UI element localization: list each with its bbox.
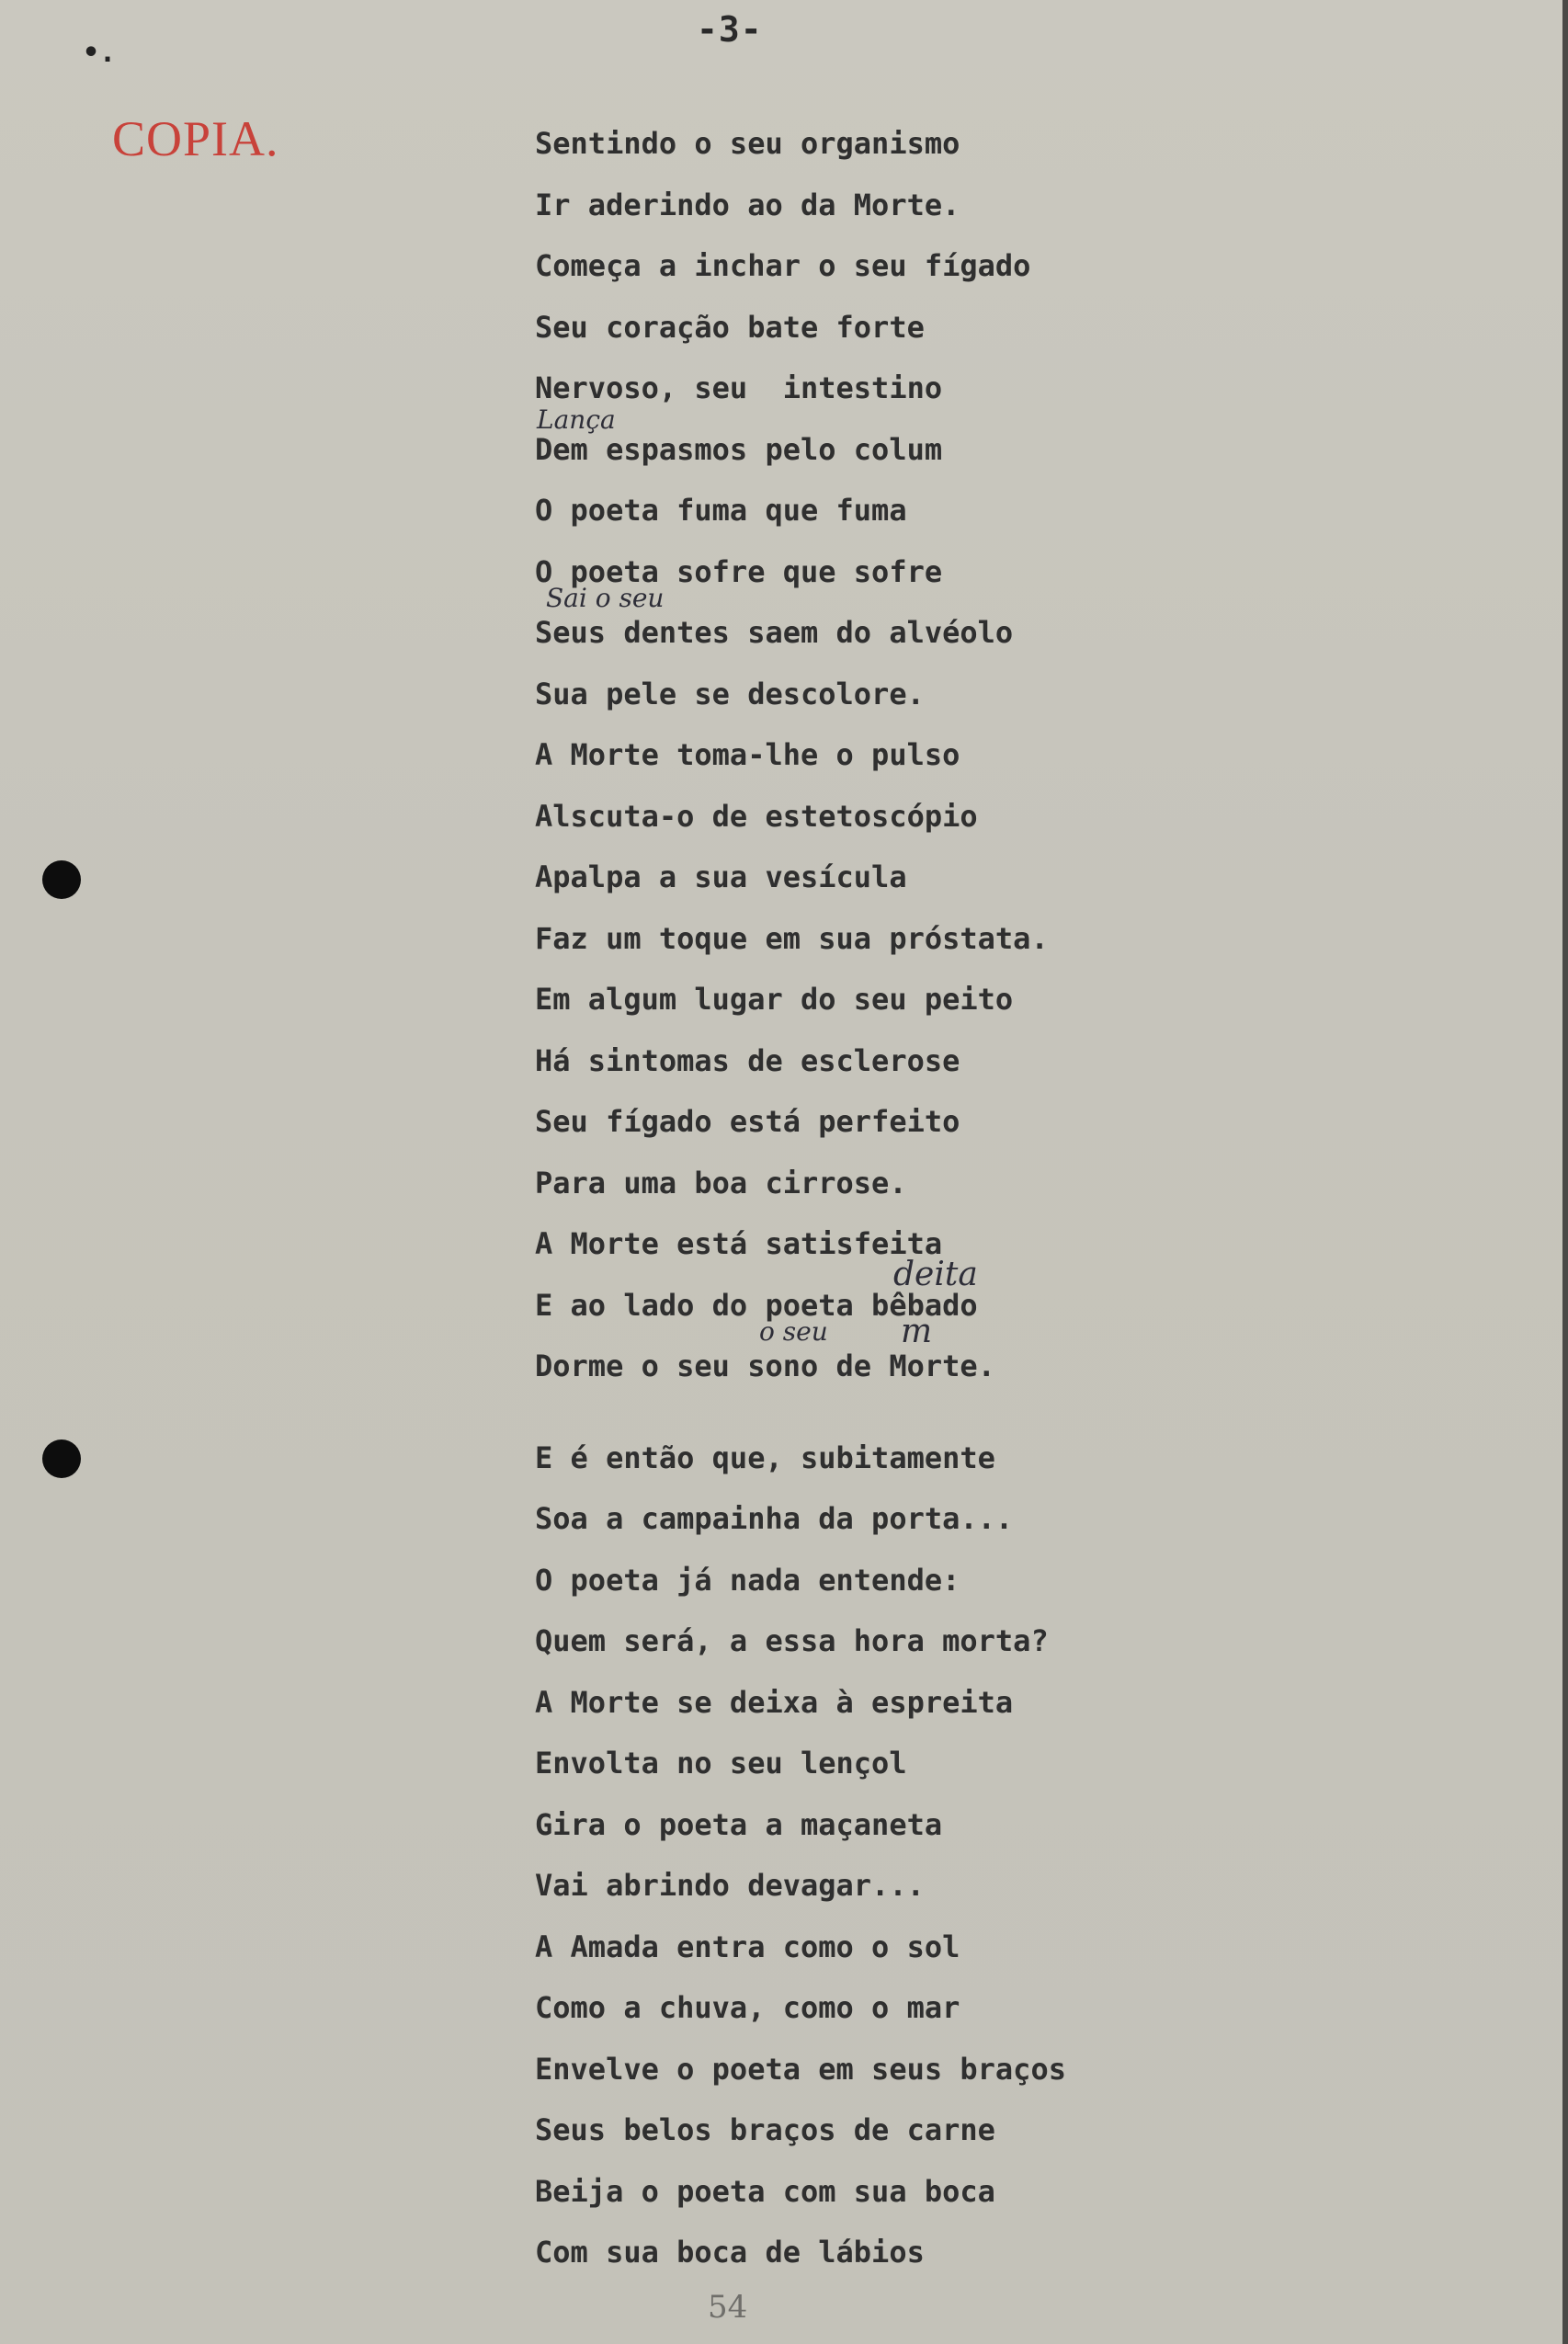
page-number: -3- <box>697 9 763 50</box>
poem-line: Seu coração bate forte <box>535 309 925 345</box>
poem-line: Soa a campainha da porta... <box>535 1501 1014 1536</box>
poem-line: Dem espasmos pelo colum <box>535 431 943 467</box>
poem-line: A Morte se deixa à espreita <box>535 1684 1014 1720</box>
poem-line: Há sintomas de esclerose <box>535 1042 960 1078</box>
poem-line: O poeta já nada entende: <box>535 1562 960 1598</box>
poem-line: Como a chuva, como o mar <box>535 1990 960 2025</box>
handwritten-note-sai-o-seu: Sai o seu <box>546 583 665 613</box>
poem-text <box>535 120 1066 2291</box>
poem-line: Quem será, a essa hora morta? <box>535 1623 1049 1658</box>
poem-line: Em algum lugar do seu peito <box>535 982 1014 1017</box>
stanza-break <box>535 1405 1066 1435</box>
handwritten-note-o-seu: o seu <box>759 1316 828 1347</box>
poem-line: O poeta sofre que sofre <box>535 553 943 589</box>
poem-line: Dorme o seu sono de Morte. <box>535 1348 995 1383</box>
handwritten-note-m: m <box>901 1313 933 1350</box>
poem-line: Faz um toque em sua próstata. <box>535 920 1049 956</box>
poem-line: Alscuta-o de estetoscópio <box>535 798 978 834</box>
poem-line: E é então que, subitamente <box>535 1439 995 1475</box>
poem-line: Gira o poeta a maçaneta <box>535 1806 943 1842</box>
poem-line: A Morte está satisfeita <box>535 1226 943 1261</box>
punch-hole-bottom <box>42 1439 81 1478</box>
poem-line: Beija o poeta com sua boca <box>535 2173 995 2209</box>
poem-line: Seu fígado está perfeito <box>535 1104 960 1139</box>
poem-line: A Amada entra como o sol <box>535 1929 960 1964</box>
poem-line: O poeta fuma que fuma <box>535 493 907 528</box>
punch-hole-top <box>42 860 81 899</box>
poem-line: Sentindo o seu organismo <box>535 126 960 161</box>
footer-number: 54 <box>708 2289 748 2326</box>
poem-line: Envolta no seu lençol <box>535 1746 907 1781</box>
poem-line: Envelve o poeta em seus braços <box>535 2051 1066 2087</box>
poem-line: Para uma boa cirrose. <box>535 1165 907 1200</box>
poem-line: Sua pele se descolore. <box>535 676 925 711</box>
poem-line: A Morte toma-lhe o pulso <box>535 737 960 772</box>
poem-line: Seus dentes saem do alvéolo <box>535 615 1014 650</box>
poem-line: Seus belos braços de carne <box>535 2112 995 2147</box>
copy-stamp: COPIA. <box>112 111 279 166</box>
scan-edge <box>1562 0 1568 2344</box>
poem-line: Apalpa a sua vesícula <box>535 859 907 894</box>
corner-mark: •. <box>83 37 117 69</box>
poem-line: Vai abrindo devagar... <box>535 1868 925 1903</box>
poem-line: Com sua boca de lábios <box>535 2235 925 2270</box>
poem-line: E ao lado do poeta bêbado <box>535 1287 978 1323</box>
poem-line: Ir aderindo ao da Morte. <box>535 187 960 222</box>
poem-line: Começa a inchar o seu fígado <box>535 248 1031 283</box>
handwritten-note-deita: deita <box>893 1256 978 1293</box>
handwritten-note-lanca: Lança <box>537 404 616 435</box>
poem-line: Nervoso, seu intestino <box>535 370 943 405</box>
